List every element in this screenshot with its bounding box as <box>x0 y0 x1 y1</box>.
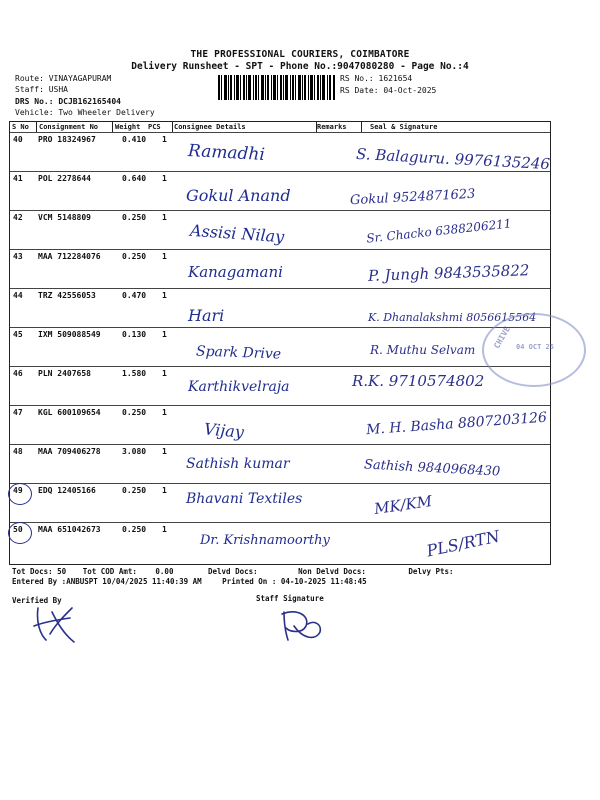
route-label: Route: <box>15 74 49 83</box>
stamp-date: 04 OCT 25 <box>516 343 554 351</box>
totals-line <box>12 567 454 576</box>
row-divider <box>10 210 550 211</box>
row-pcs: 1 <box>162 330 167 339</box>
route-value: VINAYAGAPURAM <box>48 74 112 83</box>
entered-label: Entered By : <box>12 577 67 586</box>
receiver-signature: M. H. Basha 8807203126 <box>365 409 548 439</box>
row-consignment: MAA 709406278 <box>38 447 101 456</box>
row-divider <box>10 405 550 406</box>
row-weight: 0.640 <box>122 174 147 183</box>
tot-docs-label: Tot Docs: <box>12 567 53 576</box>
delvd-docs-label: Delvd Docs: <box>207 567 258 576</box>
row-consignment: POL 2278644 <box>38 174 91 183</box>
receiver-signature: R. Muthu Selvam <box>370 343 476 357</box>
row-sno: 44 <box>13 291 23 300</box>
row-consignment: IXM 509088549 <box>38 330 101 339</box>
consignee-handwriting: Karthikvelraja <box>188 379 290 395</box>
row-sno: 43 <box>13 252 23 261</box>
row-pcs: 1 <box>162 447 167 456</box>
row-sno: 41 <box>13 174 23 183</box>
row-divider <box>10 171 550 172</box>
row-pcs: 1 <box>162 252 167 261</box>
receiver-signature: Sr. Chacko 6388206211 <box>365 216 513 246</box>
row-pcs: 1 <box>162 369 167 378</box>
row-weight: 0.410 <box>122 135 147 144</box>
header-remarks: Remarks <box>317 123 347 131</box>
row-divider <box>10 288 550 289</box>
consignee-handwriting: Vijay <box>203 419 245 442</box>
col-divider <box>112 122 113 132</box>
receiver-signature: MK/KM <box>373 492 434 518</box>
consignee-handwriting: Bhavani Textiles <box>186 491 303 507</box>
rs-no-value: 1621654 <box>378 74 413 83</box>
runsheet-subtitle: Delivery Runsheet - SPT - Phone No.:9047080280 - Page No.:4 <box>131 61 469 72</box>
courier-stamp <box>482 313 586 387</box>
col-divider <box>361 122 362 132</box>
non-delvd-docs-label: Non Delvd Docs: <box>298 567 366 576</box>
barcode <box>218 75 336 100</box>
row-sno: 46 <box>13 369 23 378</box>
row-consignment: PLN 2407658 <box>38 369 91 378</box>
consignee-handwriting: Spark Drive <box>195 343 282 363</box>
vehicle-value: Two Wheeler Delivery <box>58 108 155 117</box>
consignee-handwriting: Sathish kumar <box>186 456 290 472</box>
route-line <box>15 74 111 84</box>
entered-line <box>12 577 367 586</box>
header-sno: S No <box>12 123 29 131</box>
row-weight: 0.130 <box>122 330 147 339</box>
consignee-handwriting: Kanagamani <box>188 263 283 281</box>
stamp-text: CHIVE <box>492 324 512 351</box>
row-pcs: 1 <box>162 525 167 534</box>
row-sno: 47 <box>13 408 23 417</box>
col-divider <box>36 122 37 132</box>
verifier-signature <box>30 604 78 646</box>
row-sno: 45 <box>13 330 23 339</box>
row-pcs: 1 <box>162 291 167 300</box>
staff-signature <box>276 606 324 646</box>
row-divider <box>10 483 550 484</box>
consignee-handwriting: Ramadhi <box>187 141 266 165</box>
rs-date-label: RS Date: <box>340 86 384 95</box>
receiver-signature: Sathish 9840968430 <box>363 457 501 480</box>
row-divider <box>10 444 550 445</box>
receiver-signature: K. Dhanalakshmi 8056615564 <box>368 311 537 324</box>
printed-value: 04-10-2025 11:48:45 <box>280 577 367 586</box>
vehicle-line <box>15 108 155 118</box>
tot-docs-value: 50 <box>57 567 67 576</box>
staff-value: USHA <box>48 85 68 94</box>
row-sno: 40 <box>13 135 23 144</box>
vehicle-label: Vehicle: <box>15 108 59 117</box>
row-consignment: TRZ 42556053 <box>38 291 96 300</box>
row-weight: 0.250 <box>122 486 147 495</box>
row-consignment: MAA 712284076 <box>38 252 101 261</box>
drs-label: DRS No.: <box>15 97 59 106</box>
header-pcs: PCS <box>148 123 161 131</box>
row-pcs: 1 <box>162 174 167 183</box>
tot-cod-value: 0.00 <box>155 567 174 576</box>
row-sno: 50 <box>13 525 23 534</box>
staff-signature-label: Staff Signature <box>256 594 324 603</box>
receiver-signature: P. Jungh 9843535822 <box>367 261 530 285</box>
staff-label: Staff: <box>15 85 49 94</box>
verified-by-label: Verified By <box>12 596 62 605</box>
row-pcs: 1 <box>162 486 167 495</box>
row-weight: 0.250 <box>122 408 147 417</box>
header-weight: Weight <box>115 123 141 131</box>
row-divider <box>10 327 550 328</box>
row-weight: 0.250 <box>122 252 147 261</box>
row-weight: 1.580 <box>122 369 147 378</box>
row-weight: 0.250 <box>122 213 147 222</box>
header-consignee: Consignee Details <box>174 123 246 131</box>
col-divider <box>172 122 173 132</box>
receiver-signature: Gokul 9524871623 <box>349 186 476 209</box>
drs-value: DCJB162165404 <box>58 97 121 106</box>
consignee-handwriting: Hari <box>188 306 225 325</box>
row-consignment: VCM 5148809 <box>38 213 91 222</box>
row-pcs: 1 <box>162 135 167 144</box>
header-seal-signature: Seal & Signature <box>370 123 438 131</box>
row-divider <box>10 132 550 133</box>
receiver-signature: S. Balaguru. 9976135246 <box>355 144 551 174</box>
receiver-signature: R.K. 9710574802 <box>352 372 485 390</box>
rs-date-line <box>340 86 436 96</box>
printed-label: Printed On : <box>222 577 277 586</box>
consignee-handwriting: Dr. Krishnamoorthy <box>200 533 330 548</box>
row-weight: 3.080 <box>122 447 147 456</box>
row-sno: 48 <box>13 447 23 456</box>
entered-value: ANBUSPT 10/04/2025 11:40:39 AM <box>66 577 202 586</box>
company-title: THE PROFESSIONAL COURIERS, COIMBATORE <box>190 49 410 60</box>
tot-cod-label: Tot COD Amt: <box>82 567 137 576</box>
consignee-handwriting: Gokul Anand <box>186 186 291 205</box>
consignee-handwriting: Assisi Nilay <box>189 220 285 247</box>
rs-date-value: 04-Oct-2025 <box>383 86 437 95</box>
row-pcs: 1 <box>162 213 167 222</box>
row-consignment: PRO 18324967 <box>38 135 96 144</box>
row-divider <box>10 249 550 250</box>
drs-line <box>15 97 121 107</box>
row-consignment: EDQ 12405166 <box>38 486 96 495</box>
row-sno: 49 <box>13 486 23 495</box>
delvy-pts-label: Delvy Pts: <box>408 567 454 576</box>
header-consignment: Consignment No <box>39 123 99 131</box>
row-sno: 42 <box>13 213 23 222</box>
row-pcs: 1 <box>162 408 167 417</box>
staff-line <box>15 85 68 95</box>
rs-no-line <box>340 74 412 84</box>
rs-no-label: RS No.: <box>340 74 379 83</box>
row-weight: 0.470 <box>122 291 147 300</box>
row-consignment: KGL 600109654 <box>38 408 101 417</box>
row-consignment: MAA 651042673 <box>38 525 101 534</box>
row-weight: 0.250 <box>122 525 147 534</box>
receiver-signature: PLS/RTN <box>424 526 502 561</box>
row-divider <box>10 522 550 523</box>
row-divider <box>10 366 550 367</box>
